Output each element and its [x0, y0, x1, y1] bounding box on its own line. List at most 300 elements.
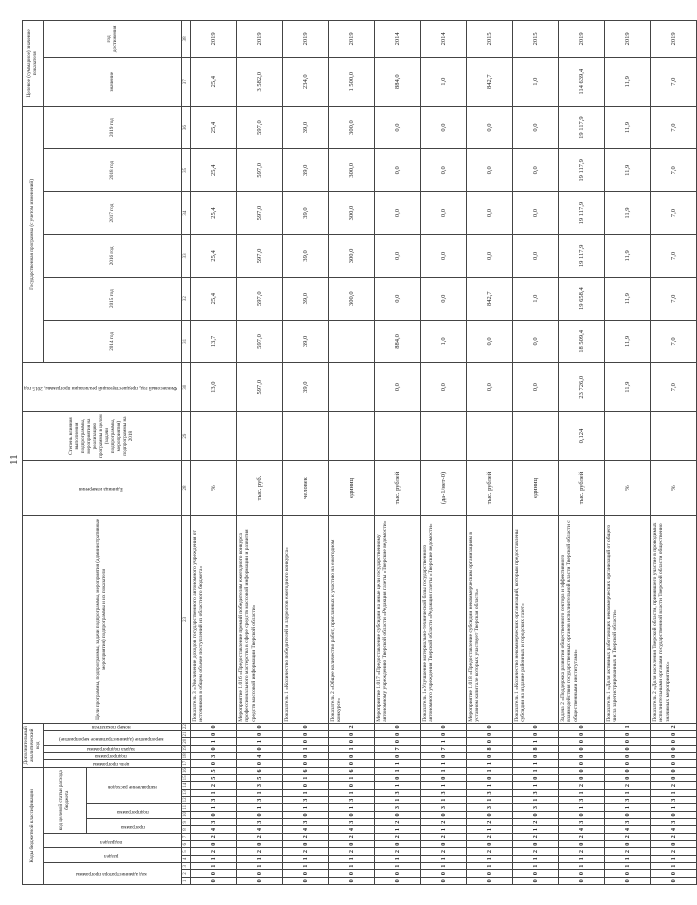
row-base: 39,0 — [283, 363, 329, 412]
row-target: 7,0 — [651, 57, 697, 106]
code-digit: 2 — [283, 833, 329, 840]
header-year-1: 2015 год — [43, 277, 181, 320]
code-digit: 0 — [283, 753, 329, 760]
line-number: 14 — [182, 782, 191, 789]
code-digit: 1 — [513, 826, 559, 833]
header-cel-text: цель программы — [92, 760, 130, 767]
code-digit: 3 — [329, 819, 375, 826]
code-digit: 2 — [605, 782, 651, 789]
row-y2016: 19 117,9 — [559, 234, 605, 277]
row-y2016: 11,9 — [605, 234, 651, 277]
row-y2018: 0,0 — [375, 149, 421, 192]
code-digit: 2 — [283, 848, 329, 855]
code-digit: 0 — [605, 745, 651, 752]
table-row — [421, 21, 467, 885]
row-target: 114 639,4 — [559, 57, 605, 106]
line-number: 17 — [182, 760, 191, 767]
line-number: 9 — [182, 819, 191, 826]
row-y2018: 19 117,9 — [559, 149, 605, 192]
code-digit: 0 — [329, 811, 375, 818]
table-row — [329, 21, 375, 885]
header-zadacha — [43, 745, 181, 752]
row-y2016: 0,0 — [467, 234, 513, 277]
row-y2015: 0,0 — [375, 277, 421, 320]
code-digit: 0 — [513, 811, 559, 818]
code-digit: 0 — [559, 775, 605, 782]
program-table — [22, 20, 697, 885]
code-digit: 3 — [421, 804, 467, 811]
code-digit: 0 — [559, 767, 605, 774]
code-digit: 1 — [467, 767, 513, 774]
row-y2015: 25,4 — [191, 277, 237, 320]
code-digit: 0 — [375, 775, 421, 782]
code-digit: 0 — [283, 782, 329, 789]
code-digit: 0 — [559, 738, 605, 745]
code-digit: 0 — [375, 870, 421, 877]
header-cel — [43, 760, 181, 767]
code-digit: 1 — [283, 855, 329, 862]
code-digit: 0 — [237, 760, 283, 767]
row-y2019: 7,0 — [651, 106, 697, 149]
header-year-0: 2014 год — [43, 320, 181, 363]
row-y2014: 1,0 — [421, 320, 467, 363]
row-name: Мероприятие 1.016 «Предоставление премий победителям ежегодного конкурса профессионального мастерства в сфере средств массовой информации и развития средств массовой информации Тверской области» — [237, 516, 283, 724]
header-target: Целевое (суммарное) значение показателя — [23, 21, 44, 107]
row-y2014: 884,0 — [375, 320, 421, 363]
code-digit: 1 — [375, 760, 421, 767]
code-digit: 4 — [559, 826, 605, 833]
code-digit: 1 — [191, 863, 237, 870]
code-digit: 7 — [421, 745, 467, 752]
code-digit: 1 — [467, 855, 513, 862]
row-y2017: 25,4 — [191, 192, 237, 235]
row-target: 234,0 — [283, 57, 329, 106]
code-digit: 2 — [467, 848, 513, 855]
code-digit: 0 — [559, 841, 605, 848]
code-digit: 1 — [283, 863, 329, 870]
header-year-4: 2018 год — [43, 149, 181, 192]
code-digit: 0 — [421, 811, 467, 818]
code-digit: 1 — [237, 789, 283, 796]
code-digit: 1 — [605, 789, 651, 796]
line-number: 38 — [182, 21, 191, 58]
code-digit: 6 — [237, 767, 283, 774]
code-digit: 0 — [237, 731, 283, 738]
line-number: 12 — [182, 797, 191, 804]
code-digit: 0 — [329, 753, 375, 760]
code-digit: 0 — [283, 738, 329, 745]
row-unit: % — [191, 461, 237, 516]
header-napravlenie-text: направление расходов — [108, 783, 157, 790]
code-digit: 2 — [329, 848, 375, 855]
line-number: 29 — [182, 412, 191, 461]
code-digit: 0 — [559, 811, 605, 818]
code-digit: 1 — [513, 738, 559, 745]
line-number: 21 — [182, 731, 191, 738]
code-digit: 4 — [283, 826, 329, 833]
code-digit: 1 — [467, 826, 513, 833]
header-year-2: 2016 год — [43, 234, 181, 277]
header-razdel-text: раздел — [103, 853, 119, 860]
code-digit: 0 — [467, 841, 513, 848]
row-base: 597,0 — [237, 363, 283, 412]
row-y2018: 597,0 — [237, 149, 283, 192]
code-digit: 2 — [559, 848, 605, 855]
row-target: 842,7 — [467, 57, 513, 106]
code-digit: 0 — [191, 723, 237, 730]
code-digit: 3 — [651, 797, 697, 804]
code-digit: 0 — [467, 870, 513, 877]
code-digit: 0 — [651, 811, 697, 818]
code-digit: 1 — [467, 797, 513, 804]
line-number: 18 — [182, 753, 191, 760]
header-gov-program: Государственная программа (с учетом изменений) — [23, 106, 44, 363]
table-row — [191, 21, 237, 885]
code-digit: 0 — [605, 870, 651, 877]
code-digit: 2 — [191, 848, 237, 855]
code-digit: 1 — [421, 767, 467, 774]
code-digit: 1 — [559, 855, 605, 862]
code-digit: 3 — [559, 797, 605, 804]
header-podpr-text: подпрограмма — [95, 753, 127, 760]
code-digit: 2 — [421, 833, 467, 840]
code-digit: 0 — [191, 760, 237, 767]
code-digit: 0 — [283, 841, 329, 848]
row-name: Показатель 1 «Доля активных работающих некоммерческих организаций от общего числа зарегистрированных в Тверской области» — [605, 516, 651, 724]
code-digit: 0 — [421, 841, 467, 848]
code-digit: 1 — [605, 723, 651, 730]
row-degree — [329, 412, 375, 461]
code-digit: 0 — [651, 841, 697, 848]
code-digit: 0 — [421, 731, 467, 738]
header-fin-2015-text: Финансовый год, предшествующий реализации программы, 2015 год — [24, 385, 178, 392]
row-y2014: 18 509,4 — [559, 320, 605, 363]
line-number: 6 — [182, 841, 191, 848]
row-name: Показатель 3 «Увеличение доходов государственного автономного учреждения от источников в общем объеме поступлений из областного бюджета» — [191, 516, 237, 724]
line-number: 7 — [182, 833, 191, 840]
row-y2015: 19 658,4 — [559, 277, 605, 320]
line-number: 33 — [182, 234, 191, 277]
header-zadacha-text: задача подпрограммы — [86, 746, 136, 753]
code-digit: 0 — [513, 877, 559, 884]
code-digit: 0 — [467, 775, 513, 782]
code-digit: 3 — [191, 819, 237, 826]
code-digit: 1 — [191, 789, 237, 796]
row-unit: тыс. рублей — [375, 461, 421, 516]
code-digit: 1 — [329, 855, 375, 862]
code-digit: 0 — [191, 877, 237, 884]
row-y2015: 7,0 — [651, 277, 697, 320]
code-digit: 0 — [329, 841, 375, 848]
line-number: 10 — [182, 811, 191, 818]
code-digit: 6 — [329, 767, 375, 774]
code-digit: 6 — [283, 767, 329, 774]
code-digit: 1 — [467, 782, 513, 789]
row-base: 0,0 — [467, 363, 513, 412]
code-digit: 0 — [283, 877, 329, 884]
row-name: Показатель 2 «Доля населения Тверской области, принявшего участие в проводимых исполнительными органами государственной власти Тверской области общественно значимых мероприятиях» — [651, 516, 697, 724]
code-digit: 1 — [283, 789, 329, 796]
line-number: 34 — [182, 192, 191, 235]
code-digit: 0 — [329, 877, 375, 884]
table-row — [513, 21, 559, 885]
row-y2018: 25,4 — [191, 149, 237, 192]
table-row — [559, 21, 605, 885]
code-digit: 0 — [421, 753, 467, 760]
row-name: Задача 2 «Поддержка развития общественного сектора и эффективного взаимодействия государственных органов исполнительной власти Тверской области с общественными институтами» — [559, 516, 605, 724]
code-digit: 2 — [467, 819, 513, 826]
code-digit: 1 — [191, 804, 237, 811]
code-digit: 7 — [375, 745, 421, 752]
code-digit: 1 — [513, 855, 559, 862]
header-podpr — [43, 753, 181, 760]
code-digit: 0 — [467, 738, 513, 745]
header-extra-codes: Дополнительный аналитический код — [23, 723, 44, 767]
code-digit: 3 — [375, 789, 421, 796]
line-number: 20 — [182, 738, 191, 745]
code-digit: 0 — [329, 760, 375, 767]
code-digit: 1 — [605, 863, 651, 870]
code-digit: 0 — [421, 877, 467, 884]
code-digit: 1 — [329, 863, 375, 870]
code-digit: 1 — [329, 789, 375, 796]
row-y2015: 0,0 — [421, 277, 467, 320]
header-programma-text: программа — [120, 823, 145, 830]
line-number: 11 — [182, 804, 191, 811]
code-digit: 0 — [283, 723, 329, 730]
header-year-3: 2017 год — [43, 192, 181, 235]
code-digit: 0 — [329, 782, 375, 789]
code-digit: 0 — [605, 775, 651, 782]
row-y2015: 300,0 — [329, 277, 375, 320]
row-t_year: 2019 — [559, 21, 605, 58]
line-number: 5 — [182, 848, 191, 855]
row-name: Мероприятие 1.018 «Предоставление субсидии некоммерческим организациям в уставном капитале которых участвует Тверская область» — [467, 516, 513, 724]
code-digit: 2 — [375, 833, 421, 840]
row-unit: (да-1/нет-0) — [421, 461, 467, 516]
code-digit: 3 — [421, 789, 467, 796]
code-digit: 2 — [605, 833, 651, 840]
header-napravlenie — [86, 767, 181, 804]
code-digit: 0 — [237, 877, 283, 884]
code-digit: 1 — [421, 826, 467, 833]
row-y2019: 0,0 — [467, 106, 513, 149]
row-y2018: 7,0 — [651, 149, 697, 192]
header-podprogramma-text: подпрограмма — [116, 809, 149, 816]
row-y2016: 0,0 — [375, 234, 421, 277]
code-digit: 2 — [513, 848, 559, 855]
row-y2017: 0,0 — [375, 192, 421, 235]
row-degree — [467, 412, 513, 461]
header-podprogramma — [86, 804, 181, 819]
code-digit: 1 — [237, 804, 283, 811]
code-digit: 0 — [375, 723, 421, 730]
row-y2019: 19 117,9 — [559, 106, 605, 149]
row-unit: тыс. рублей — [559, 461, 605, 516]
code-digit: 1 — [513, 797, 559, 804]
header-t-year: год достижения — [43, 21, 181, 58]
code-digit: 0 — [329, 870, 375, 877]
code-digit: 4 — [605, 826, 651, 833]
code-digit: 0 — [605, 877, 651, 884]
row-y2017: 0,0 — [513, 192, 559, 235]
row-degree — [605, 412, 651, 461]
code-digit: 0 — [651, 870, 697, 877]
row-y2016: 597,0 — [237, 234, 283, 277]
code-digit: 1 — [283, 775, 329, 782]
code-digit: 0 — [651, 775, 697, 782]
line-number: 15 — [182, 775, 191, 782]
code-digit: 0 — [375, 731, 421, 738]
row-y2016: 7,0 — [651, 234, 697, 277]
code-digit: 0 — [513, 841, 559, 848]
header-row-1 — [23, 21, 44, 885]
code-digit: 0 — [559, 753, 605, 760]
row-t_year: 2015 — [467, 21, 513, 58]
row-base: 0,0 — [375, 363, 421, 412]
row-target: 1 500,0 — [329, 57, 375, 106]
code-digit: 0 — [375, 811, 421, 818]
row-y2018: 0,0 — [467, 149, 513, 192]
code-digit: 2 — [191, 833, 237, 840]
code-digit: 2 — [513, 819, 559, 826]
line-number: 28 — [182, 461, 191, 516]
row-y2014: 7,0 — [651, 320, 697, 363]
code-digit: 5 — [191, 775, 237, 782]
line-number: 37 — [182, 57, 191, 106]
code-digit: 1 — [651, 804, 697, 811]
table-row — [283, 21, 329, 885]
code-digit: 1 — [421, 797, 467, 804]
row-y2016: 25,4 — [191, 234, 237, 277]
row-y2017: 7,0 — [651, 192, 697, 235]
code-digit: 5 — [237, 775, 283, 782]
code-digit: 0 — [329, 731, 375, 738]
row-y2017: 0,0 — [467, 192, 513, 235]
code-digit: 0 — [191, 731, 237, 738]
code-digit: 0 — [559, 731, 605, 738]
code-digit: 3 — [651, 819, 697, 826]
row-base: 11,9 — [605, 363, 651, 412]
header-code-main: код целевой статьи расхода бюджета — [43, 767, 86, 833]
code-digit: 1 — [375, 863, 421, 870]
row-t_year: 2014 — [421, 21, 467, 58]
code-digit: 1 — [237, 863, 283, 870]
code-digit: 0 — [513, 753, 559, 760]
row-degree — [375, 412, 421, 461]
line-number: 16 — [182, 767, 191, 774]
code-digit: 1 — [283, 804, 329, 811]
row-target: 1,0 — [421, 57, 467, 106]
line-number: 8 — [182, 826, 191, 833]
line-number: 19 — [182, 745, 191, 752]
row-y2015: 11,9 — [605, 277, 651, 320]
row-y2018: 0,0 — [513, 149, 559, 192]
code-digit: 1 — [375, 826, 421, 833]
header-unit-text: Единица измерения — [78, 486, 123, 493]
code-digit: 0 — [421, 870, 467, 877]
code-digit: 2 — [375, 819, 421, 826]
code-digit: 3 — [559, 819, 605, 826]
code-digit: 4 — [329, 826, 375, 833]
line-number: 36 — [182, 106, 191, 149]
row-y2019: 300,0 — [329, 106, 375, 149]
code-digit: 1 — [237, 855, 283, 862]
code-digit: 0 — [283, 760, 329, 767]
row-degree — [237, 412, 283, 461]
row-degree — [421, 412, 467, 461]
row-target: 884,0 — [375, 57, 421, 106]
table-row — [237, 21, 283, 885]
code-digit: 3 — [283, 797, 329, 804]
code-digit: 0 — [559, 723, 605, 730]
code-digit: 1 — [329, 745, 375, 752]
code-digit: 0 — [559, 870, 605, 877]
code-digit: 1 — [375, 855, 421, 862]
header-nomer — [43, 723, 181, 730]
row-name: Мероприятие 1.017 «Предоставление субсидии на иные цели государственному автономному учреждению Тверской области «Редакция газеты «Тверские ведомости» — [375, 516, 421, 724]
code-digit: 0 — [421, 723, 467, 730]
code-digit: 1 — [191, 855, 237, 862]
code-digit: 1 — [513, 767, 559, 774]
code-digit: 3 — [513, 804, 559, 811]
header-razdel — [43, 848, 181, 863]
code-digit: 0 — [605, 731, 651, 738]
code-digit: 2 — [559, 782, 605, 789]
code-digit: 1 — [605, 855, 651, 862]
code-digit: 0 — [513, 731, 559, 738]
code-digit: 1 — [559, 804, 605, 811]
code-digit: 1 — [651, 863, 697, 870]
code-digit: 5 — [191, 767, 237, 774]
code-digit: 1 — [651, 855, 697, 862]
code-digit: 0 — [605, 738, 651, 745]
row-t_year: 2014 — [375, 21, 421, 58]
row-base: 7,0 — [651, 363, 697, 412]
row-y2017: 39,0 — [283, 192, 329, 235]
row-unit: человек — [283, 461, 329, 516]
code-digit: 3 — [191, 797, 237, 804]
header-t-value: значение — [43, 57, 181, 106]
code-digit: 3 — [467, 804, 513, 811]
code-digit: 0 — [605, 811, 651, 818]
header-admin — [43, 863, 181, 885]
code-digit: 2 — [191, 782, 237, 789]
code-digit: 1 — [421, 855, 467, 862]
code-digit: 3 — [237, 819, 283, 826]
row-y2019: 39,0 — [283, 106, 329, 149]
code-digit: 1 — [237, 738, 283, 745]
code-digit: 2 — [651, 848, 697, 855]
row-y2019: 597,0 — [237, 106, 283, 149]
code-digit: 0 — [605, 841, 651, 848]
line-number: 23 — [182, 516, 191, 724]
row-t_year: 2019 — [651, 21, 697, 58]
code-digit: 0 — [605, 753, 651, 760]
code-digit: 0 — [513, 723, 559, 730]
row-y2014: 13,7 — [191, 320, 237, 363]
row-y2018: 0,0 — [421, 149, 467, 192]
header-nomer-text: номер показателя — [91, 724, 131, 731]
row-y2019: 11,9 — [605, 106, 651, 149]
code-digit: 8 — [513, 745, 559, 752]
code-digit: 2 — [651, 782, 697, 789]
code-digit: 0 — [375, 877, 421, 884]
line-number: 2 — [182, 870, 191, 877]
header-unit — [23, 461, 182, 516]
code-digit: 0 — [559, 745, 605, 752]
row-y2016: 39,0 — [283, 234, 329, 277]
